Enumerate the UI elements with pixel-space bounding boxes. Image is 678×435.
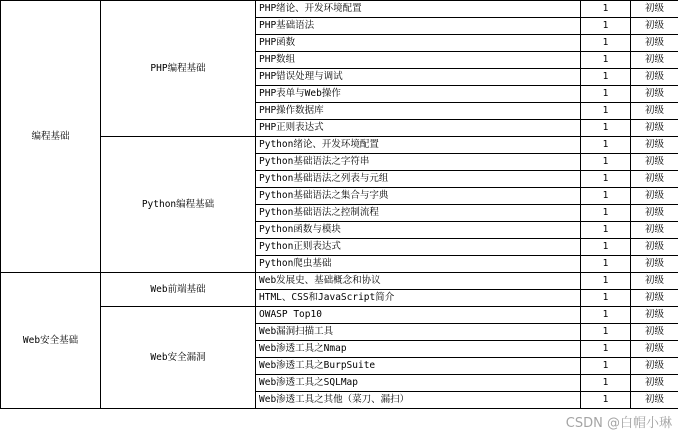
category-cell: 编程基础 xyxy=(1,1,101,273)
topic-cell: HTML、CSS和JavaScript简介 xyxy=(256,290,581,307)
level-cell: 初级 xyxy=(631,103,678,120)
count-cell: 1 xyxy=(581,35,631,52)
count-cell: 1 xyxy=(581,273,631,290)
watermark: CSDN @白帽小琳 xyxy=(565,416,672,431)
count-cell: 1 xyxy=(581,18,631,35)
level-cell: 初级 xyxy=(631,341,678,358)
level-cell: 初级 xyxy=(631,154,678,171)
count-cell: 1 xyxy=(581,222,631,239)
count-cell: 1 xyxy=(581,358,631,375)
count-cell: 1 xyxy=(581,307,631,324)
topic-cell: Python函数与模块 xyxy=(256,222,581,239)
topic-cell: Web渗透工具之Nmap xyxy=(256,341,581,358)
subcategory-cell: Web前端基础 xyxy=(101,273,256,307)
level-cell: 初级 xyxy=(631,358,678,375)
count-cell: 1 xyxy=(581,120,631,137)
count-cell: 1 xyxy=(581,171,631,188)
level-cell: 初级 xyxy=(631,86,678,103)
level-cell: 初级 xyxy=(631,137,678,154)
level-cell: 初级 xyxy=(631,120,678,137)
level-cell: 初级 xyxy=(631,324,678,341)
topic-cell: Web漏洞扫描工具 xyxy=(256,324,581,341)
topic-cell: PHP表单与Web操作 xyxy=(256,86,581,103)
topic-cell: Python绪论、开发环境配置 xyxy=(256,137,581,154)
count-cell: 1 xyxy=(581,324,631,341)
level-cell: 初级 xyxy=(631,392,678,409)
level-cell: 初级 xyxy=(631,273,678,290)
topic-cell: PHP数组 xyxy=(256,52,581,69)
count-cell: 1 xyxy=(581,154,631,171)
count-cell: 1 xyxy=(581,69,631,86)
topic-cell: PHP函数 xyxy=(256,35,581,52)
topic-cell: PHP操作数据库 xyxy=(256,103,581,120)
topic-cell: Python基础语法之控制流程 xyxy=(256,205,581,222)
topic-cell: Web渗透工具之SQLMap xyxy=(256,375,581,392)
level-cell: 初级 xyxy=(631,256,678,273)
count-cell: 1 xyxy=(581,256,631,273)
count-cell: 1 xyxy=(581,290,631,307)
level-cell: 初级 xyxy=(631,239,678,256)
count-cell: 1 xyxy=(581,103,631,120)
level-cell: 初级 xyxy=(631,307,678,324)
table-row xyxy=(1,1,678,18)
topic-cell: PHP错误处理与调试 xyxy=(256,69,581,86)
topic-cell: Web发展史、基础概念和协议 xyxy=(256,273,581,290)
count-cell: 1 xyxy=(581,341,631,358)
topic-cell: Python基础语法之字符串 xyxy=(256,154,581,171)
table-row xyxy=(1,273,678,290)
count-cell: 1 xyxy=(581,392,631,409)
count-cell: 1 xyxy=(581,1,631,18)
topic-cell: Web渗透工具之BurpSuite xyxy=(256,358,581,375)
subcategory-cell: PHP编程基础 xyxy=(101,1,256,137)
topic-cell: Python正则表达式 xyxy=(256,239,581,256)
level-cell: 初级 xyxy=(631,18,678,35)
table-row xyxy=(1,307,678,324)
category-cell: Web安全基础 xyxy=(1,273,101,409)
count-cell: 1 xyxy=(581,239,631,256)
count-cell: 1 xyxy=(581,137,631,154)
level-cell: 初级 xyxy=(631,35,678,52)
level-cell: 初级 xyxy=(631,222,678,239)
level-cell: 初级 xyxy=(631,375,678,392)
topic-cell: PHP正则表达式 xyxy=(256,120,581,137)
table-row xyxy=(1,137,678,154)
count-cell: 1 xyxy=(581,86,631,103)
topic-cell: Python基础语法之集合与字典 xyxy=(256,188,581,205)
level-cell: 初级 xyxy=(631,205,678,222)
subcategory-cell: Python编程基础 xyxy=(101,137,256,273)
level-cell: 初级 xyxy=(631,69,678,86)
count-cell: 1 xyxy=(581,375,631,392)
topic-cell: PHP基础语法 xyxy=(256,18,581,35)
topic-cell: OWASP Top10 xyxy=(256,307,581,324)
level-cell: 初级 xyxy=(631,188,678,205)
subcategory-cell: Web安全漏洞 xyxy=(101,307,256,409)
count-cell: 1 xyxy=(581,52,631,69)
topic-cell: Web渗透工具之其他（菜刀、漏扫） xyxy=(256,392,581,409)
topic-cell: Python基础语法之列表与元组 xyxy=(256,171,581,188)
count-cell: 1 xyxy=(581,188,631,205)
level-cell: 初级 xyxy=(631,52,678,69)
topic-cell: Python爬虫基础 xyxy=(256,256,581,273)
level-cell: 初级 xyxy=(631,1,678,18)
topic-cell: PHP绪论、开发环境配置 xyxy=(256,1,581,18)
level-cell: 初级 xyxy=(631,171,678,188)
count-cell: 1 xyxy=(581,205,631,222)
level-cell: 初级 xyxy=(631,290,678,307)
